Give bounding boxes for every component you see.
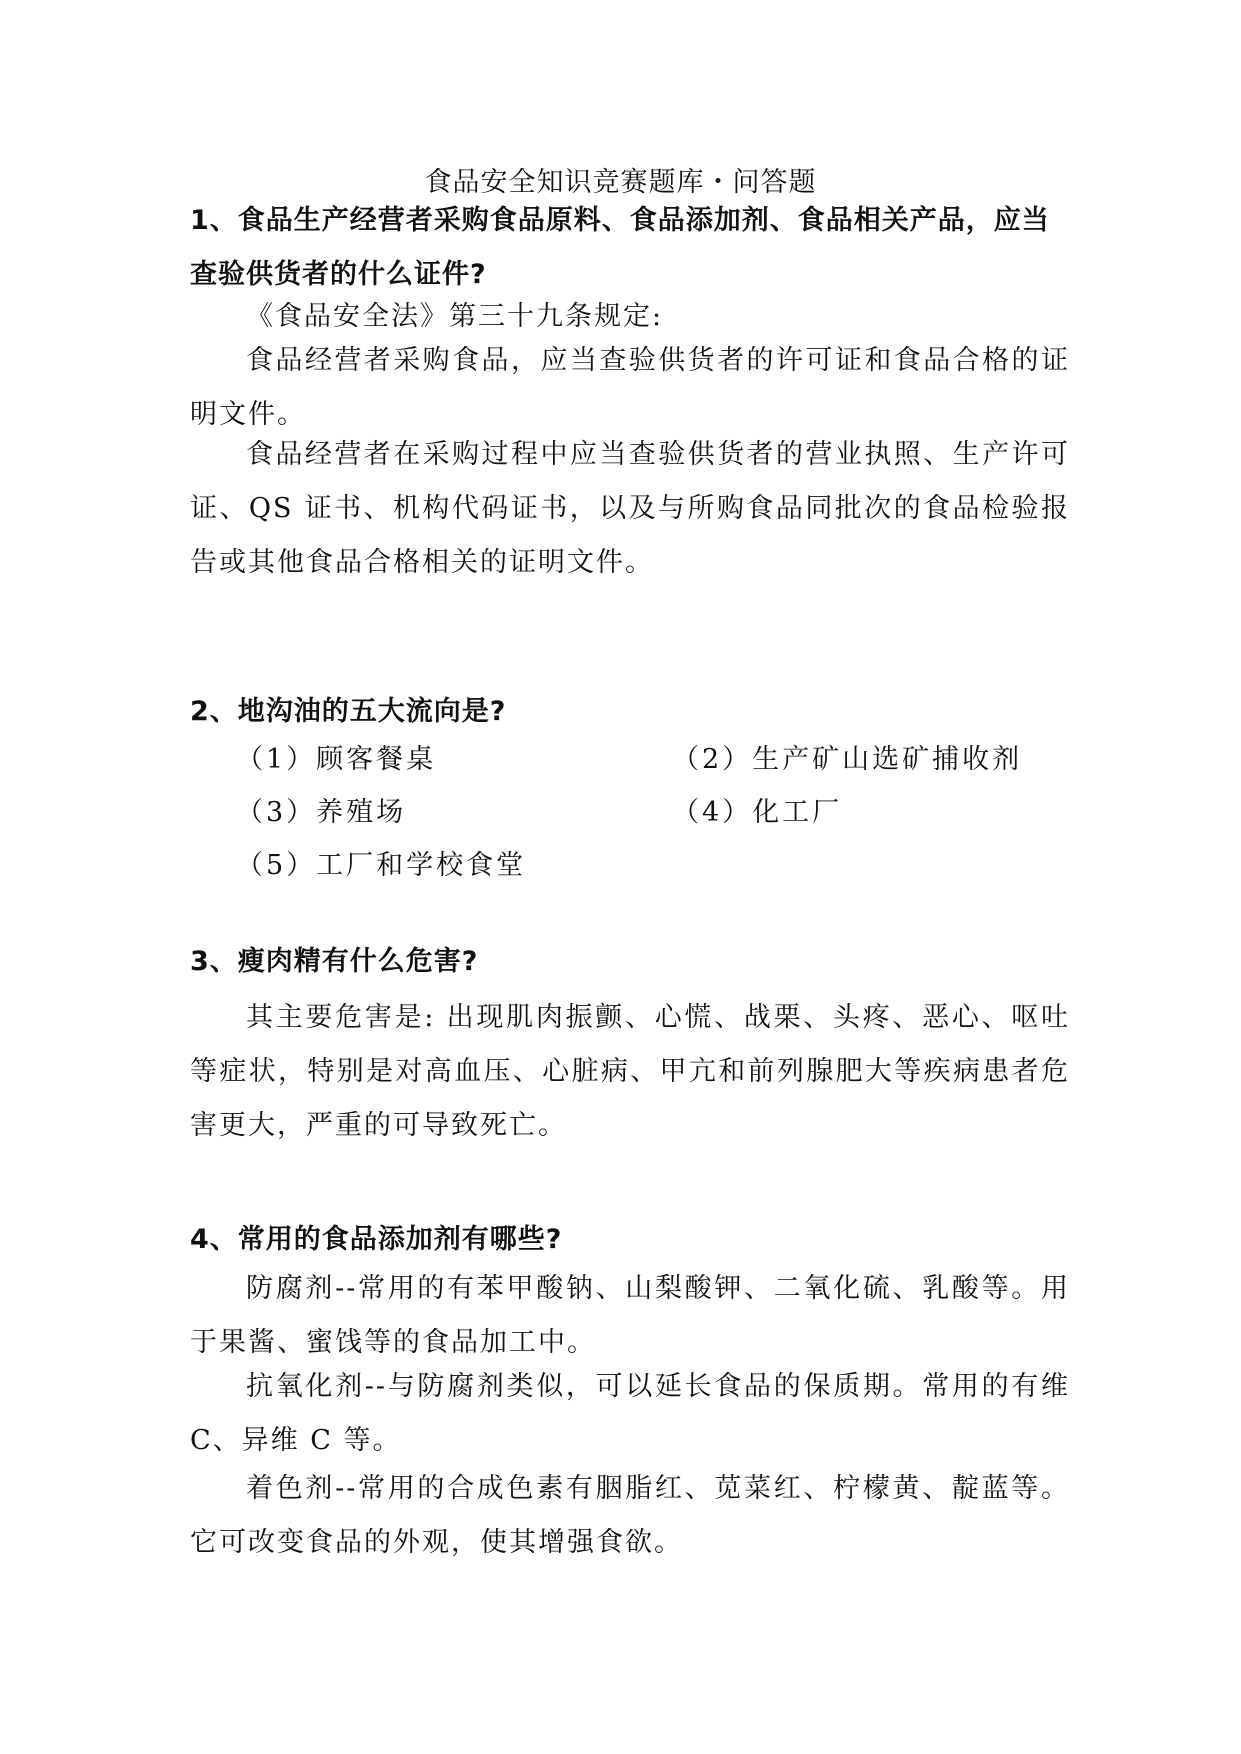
list-item: （3）养殖场	[236, 797, 407, 828]
list-item: （4）化工厂	[672, 797, 843, 828]
question-3-paragraph-1: 其主要危害是: 出现肌肉振颤、心慌、战栗、头疼、恶心、呕吐等症状，特别是对高血压、心脏病、甲亢和前列腺肥大等疾病患者危害更大，严重的可导致死亡。	[190, 1002, 1070, 1141]
question-2-heading: 2、地沟油的五大流向是?	[190, 696, 507, 727]
list-item: （2）生产矿山选矿捕收剂	[672, 744, 1023, 775]
question-1-paragraph-1: 《食品安全法》第三十九条规定:	[246, 301, 664, 332]
question-4-paragraph-3: 着色剂--常用的合成色素有胭脂红、苋菜红、柠檬黄、靛蓝等。它可改变食品的外观，使其增强食欲。	[190, 1473, 1070, 1558]
question-1-heading: 1、食品生产经营者采购食品原料、食品添加剂、食品相关产品，应当查验供货者的什么证件?	[190, 205, 1050, 290]
page-title: 食品安全知识竞赛题库・问答题	[424, 167, 817, 198]
question-4-paragraph-2: 抗氧化剂--与防腐剂类似，可以延长食品的保质期。常用的有维C、异维 C 等。	[190, 1371, 1070, 1456]
question-3-heading: 3、瘦肉精有什么危害?	[190, 946, 479, 977]
question-1-paragraph-2: 食品经营者采购食品，应当查验供货者的许可证和食品合格的证明文件。	[190, 345, 1070, 430]
question-4-heading: 4、常用的食品添加剂有哪些?	[190, 1224, 563, 1255]
question-4-paragraph-1: 防腐剂--常用的有苯甲酸钠、山梨酸钾、二氧化硫、乳酸等。用于果酱、蜜饯等的食品加工中。	[190, 1273, 1070, 1358]
list-item: （5）工厂和学校食堂	[236, 850, 527, 881]
question-1-paragraph-3: 食品经营者在采购过程中应当查验供货者的营业执照、生产许可证、QS 证书、机构代码证书，以及与所购食品同批次的食品检验报告或其他食品合格相关的证明文件。	[190, 439, 1070, 578]
list-item: （1）顾客餐桌	[236, 744, 437, 775]
